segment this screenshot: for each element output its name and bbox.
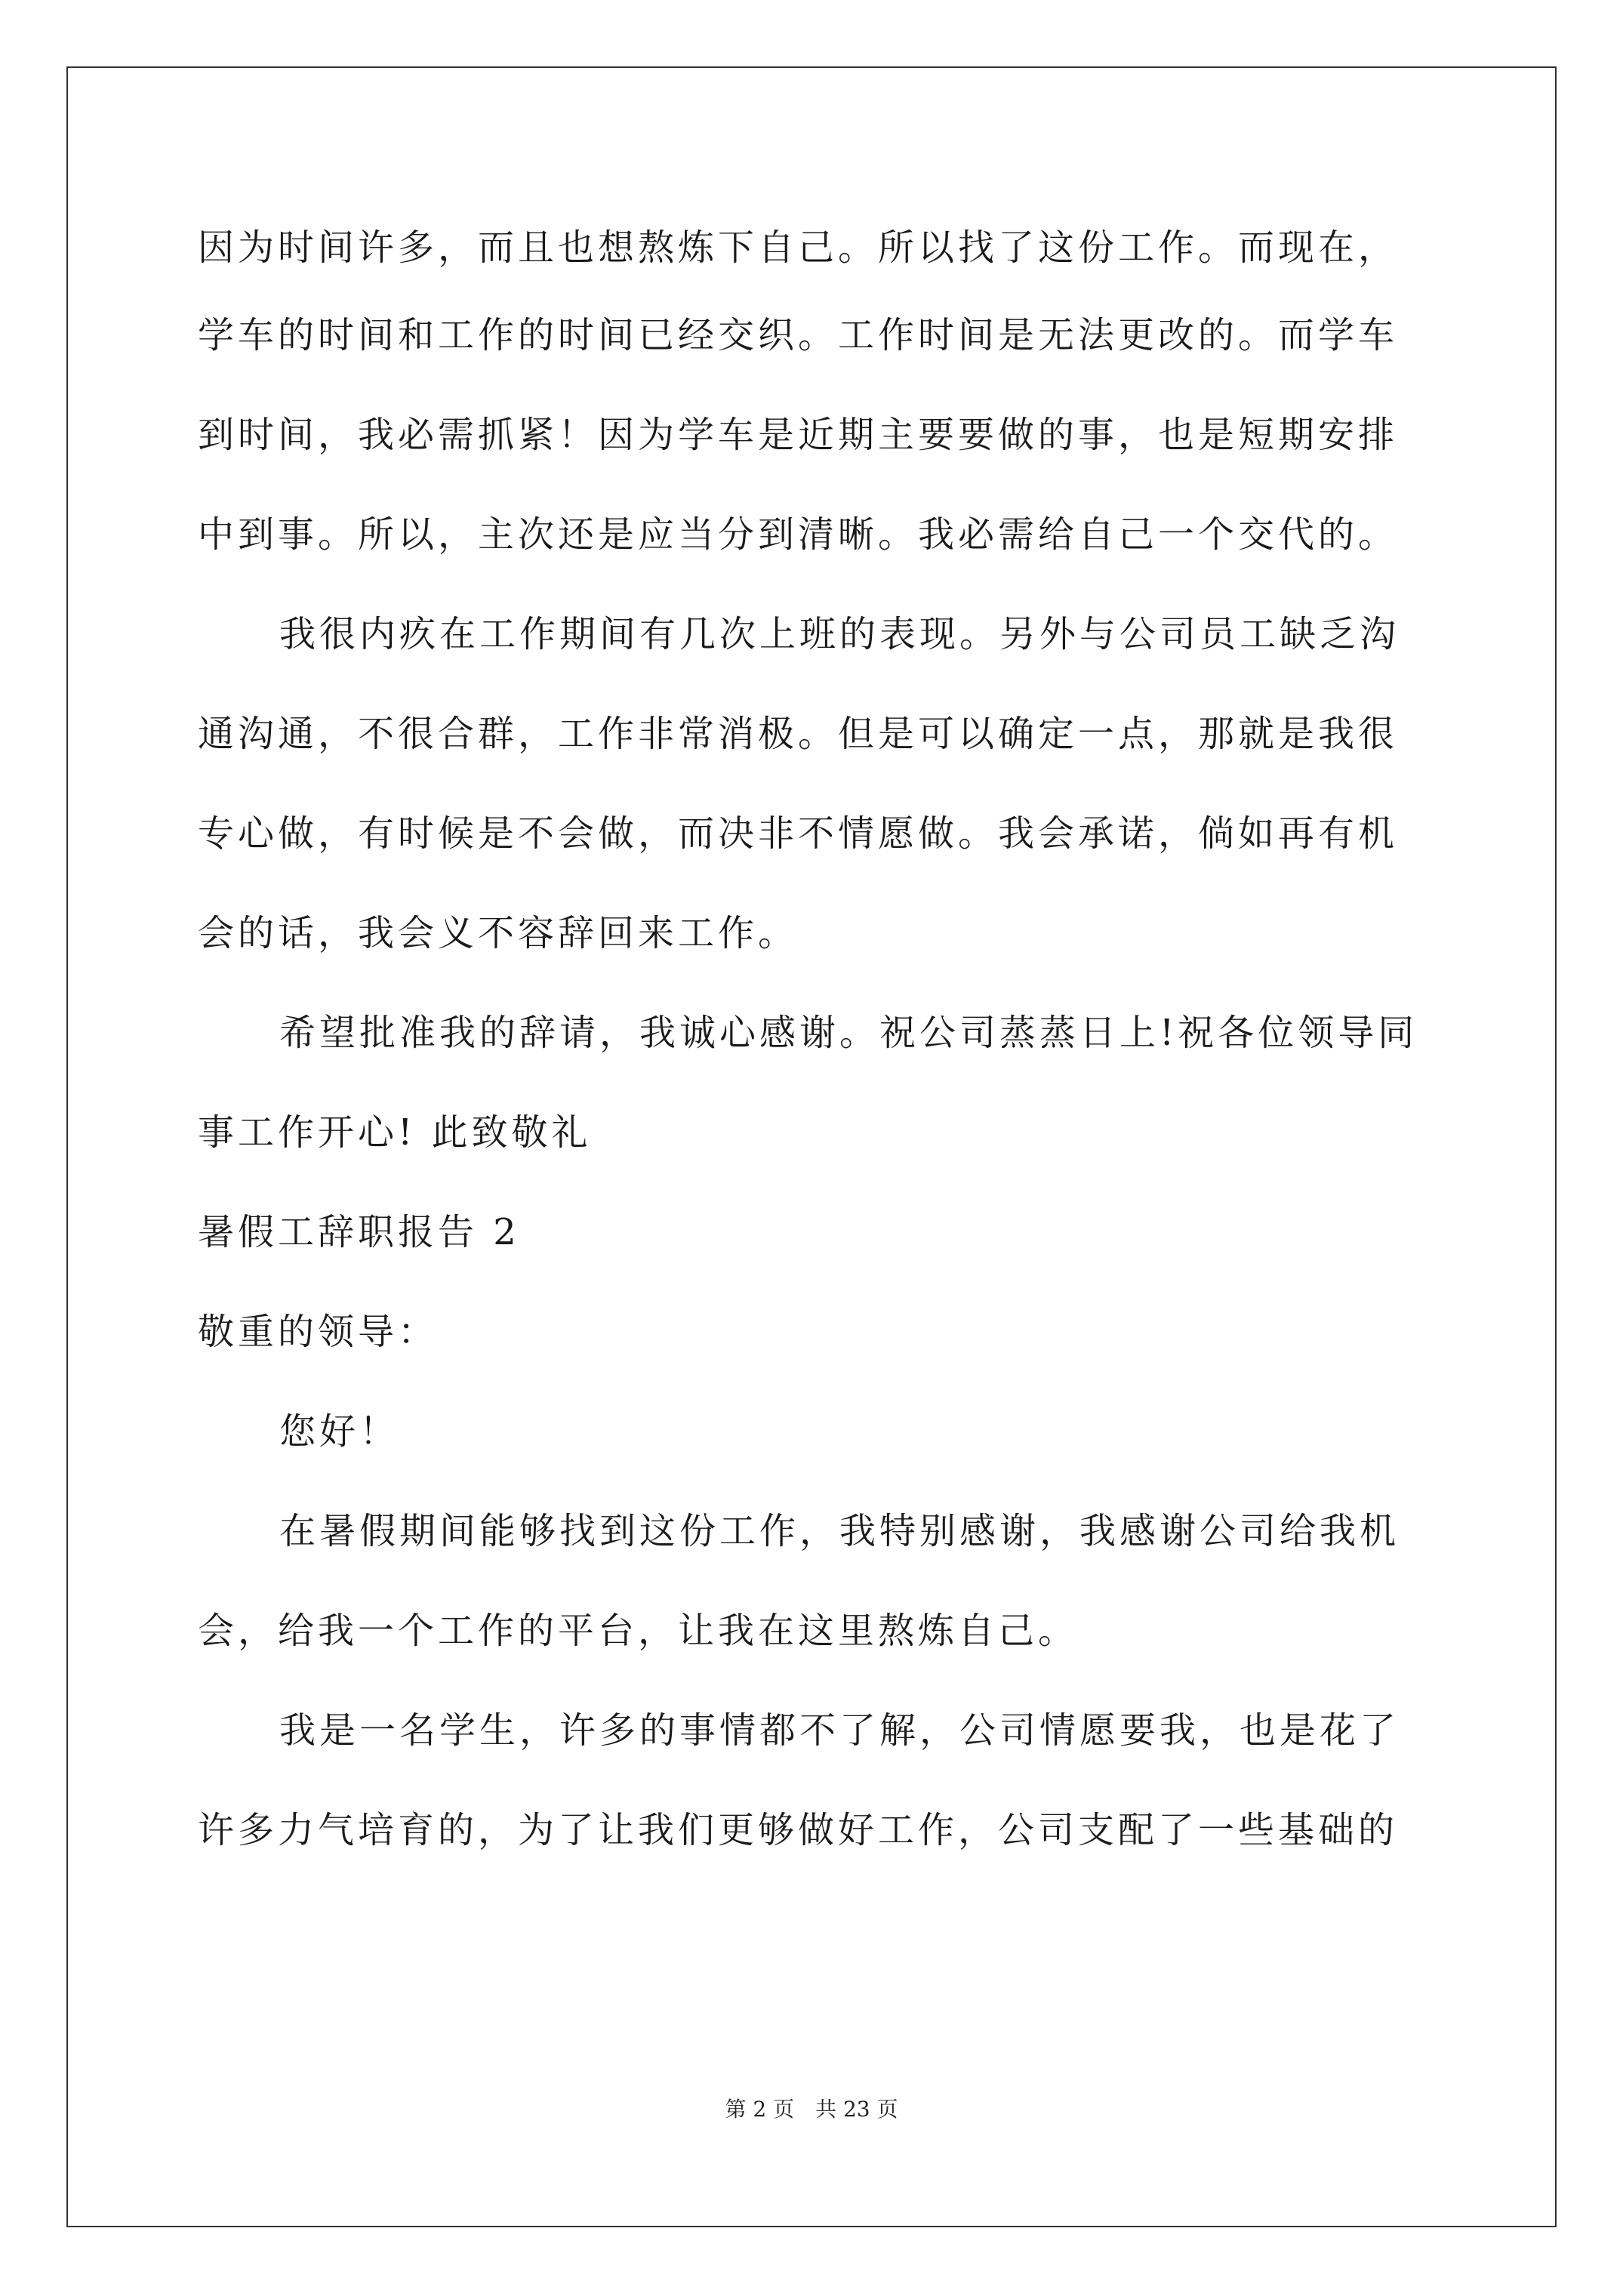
paragraph-start-line: 希望批准我的辞请，我诚心感谢。祝公司蒸蒸日上!祝各位领导同 xyxy=(279,1012,1418,1054)
text-line: 因为时间许多，而且也想熬炼下自己。所以找了这份工作。而现在， xyxy=(198,227,1399,269)
page-footer xyxy=(0,2094,1623,2125)
salutation: 敬重的领导： xyxy=(198,1311,439,1353)
text-line: 学车的时间和工作的时间已经交织。工作时间是无法更改的。而学车 xyxy=(198,314,1399,356)
greeting: 您好！ xyxy=(279,1410,400,1453)
section-title: 暑假工辞职报告 2 xyxy=(198,1211,520,1253)
text-line: 通沟通，不很合群，工作非常消极。但是可以确定一点，那就是我很 xyxy=(198,713,1399,755)
text-line: 事工作开心! 此致敬礼 xyxy=(198,1111,592,1154)
page-total: 共 23 页 xyxy=(815,2097,898,2122)
paragraph-start-line: 我是一名学生，许多的事情都不了解，公司情愿要我，也是花了 xyxy=(279,1709,1400,1752)
text-line: 专心做，有时候是不会做，而决非不情愿做。我会承诺，倘如再有机 xyxy=(198,812,1399,855)
text-line: 中到事。所以，主次还是应当分到清晰。我必需给自己一个交代的。 xyxy=(198,513,1399,556)
document-body xyxy=(198,210,1436,1880)
paragraph-start-line: 在暑假期间能够找到这份工作，我特别感谢，我感谢公司给我机 xyxy=(279,1510,1400,1552)
page-number: 第 2 页 xyxy=(725,2097,795,2122)
text-line: 许多力气培育的，为了让我们更够做好工作，公司支配了一些基础的 xyxy=(198,1809,1399,1851)
paragraph-start-line: 我很内疚在工作期间有几次上班的表现。另外与公司员工缺乏沟 xyxy=(279,613,1400,655)
text-line: 会，给我一个工作的平台，让我在这里熬炼自己。 xyxy=(198,1610,1079,1652)
text-line: 会的话，我会义不容辞回来工作。 xyxy=(198,912,799,954)
text-line: 到时间，我必需抓紧！因为学车是近期主要要做的事，也是短期安排 xyxy=(198,414,1399,456)
